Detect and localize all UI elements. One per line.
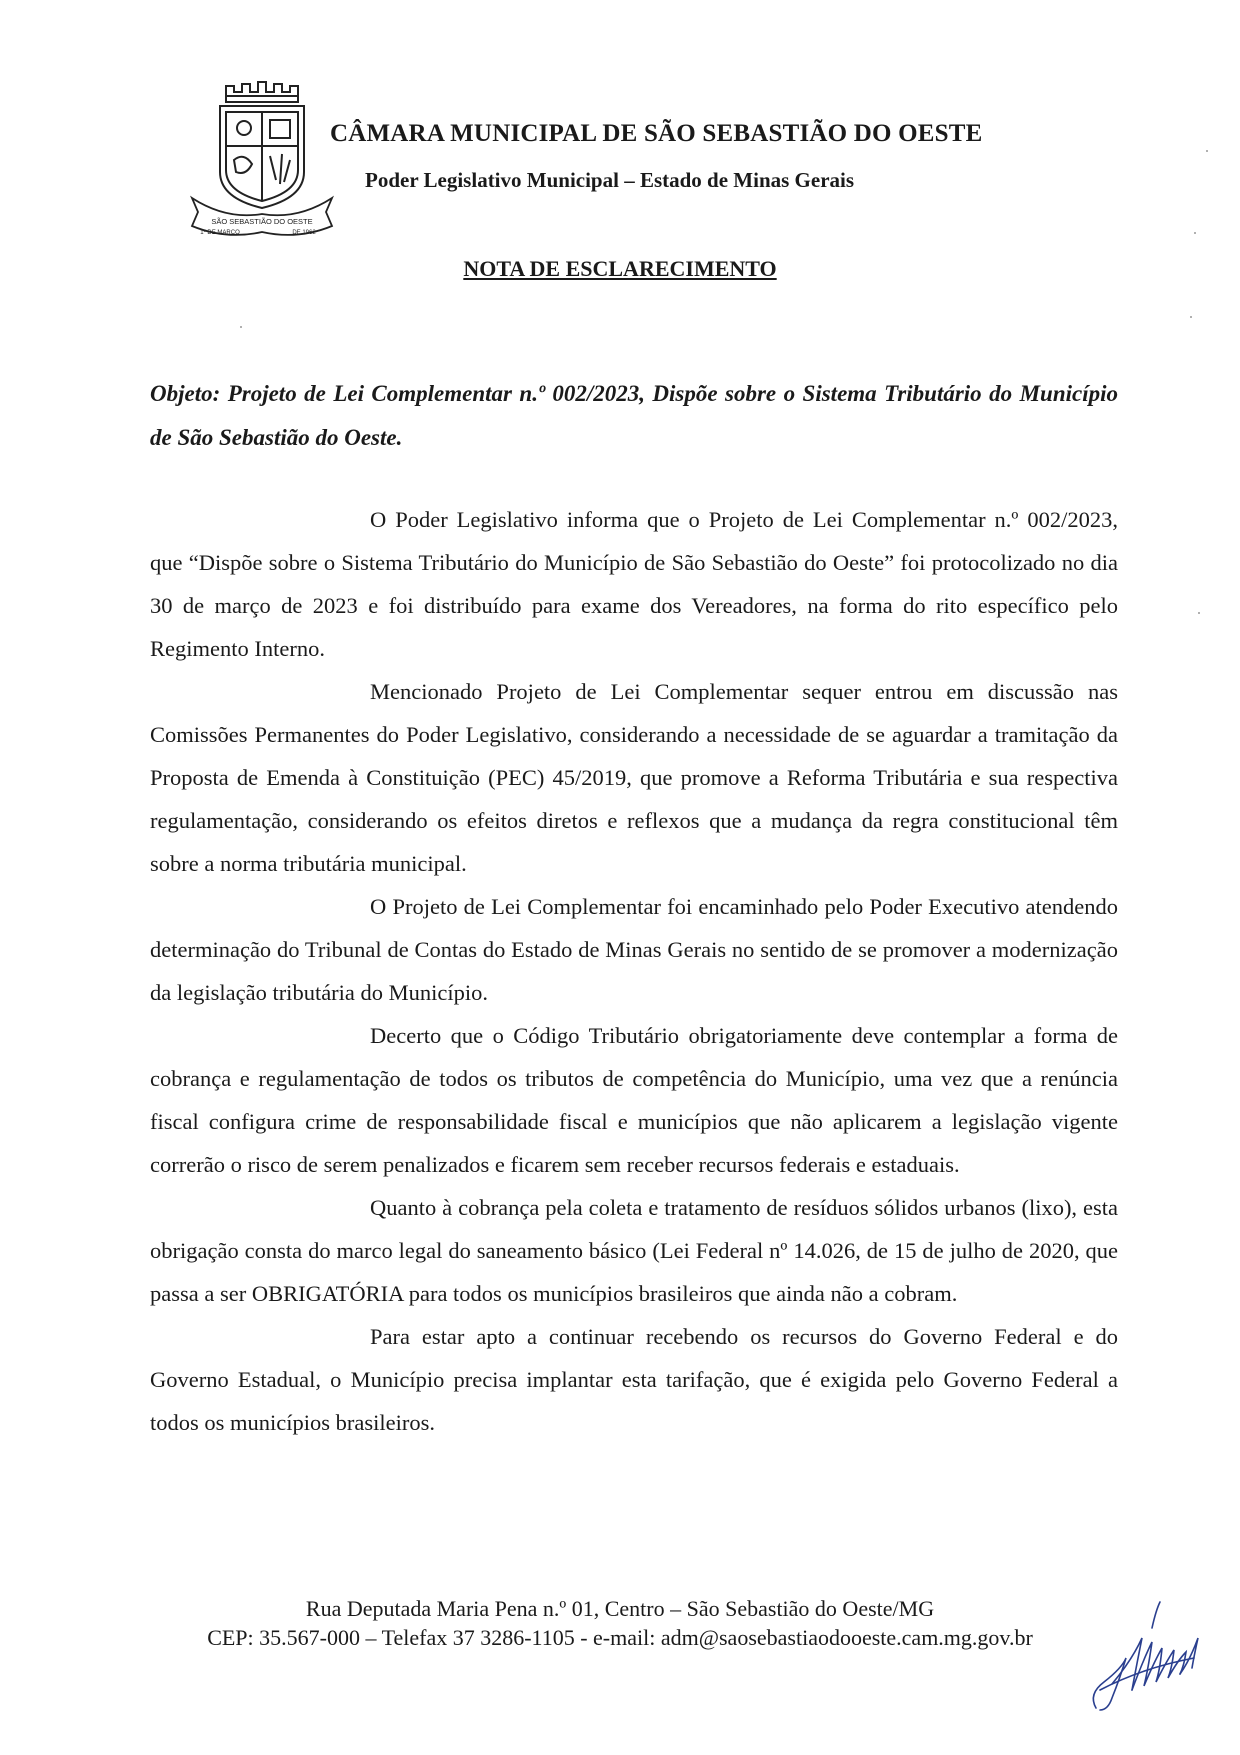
paragraph: Decerto que o Código Tributário obrigatoriamente deve contemplar a forma de cobrança e regulamentação de todos os tributos de competência do Município, uma vez que a renúncia fiscal configura crime de responsabilidade fiscal e municípios que não aplicarem a legislação vigente correrão o risco de serem penalizados e ficarem sem receber recursos federais e estaduais. <box>150 1023 1118 1177</box>
paragraph: O Poder Legislativo informa que o Projeto de Lei Complementar n.º 002/2023, que “Dispõe sobre o Sistema Tributário do Município de São Sebastião do Oeste” foi protocolizado no dia 30 de março de 2023 e foi distribuído para exame dos Vereadores, na forma do rito específico pelo Regimento Interno. <box>150 507 1118 661</box>
document-object: Objeto: Projeto de Lei Complementar n.º 002/2023, Dispõe sobre o Sistema Tributário do Município de São Sebastião do Oeste. <box>150 381 1118 450</box>
paragraph: O Projeto de Lei Complementar foi encaminhado pelo Poder Executivo atendendo determinação do Tribunal de Contas do Estado de Minas Gerais no sentido de se promover a modernização da legislação tributária do Município. <box>150 894 1118 1005</box>
footer-address: Rua Deputada Maria Pena n.º 01, Centro – São Sebastião do Oeste/MG <box>305 1596 935 1621</box>
institution-name: CÂMARA MUNICIPAL DE SÃO SEBASTIÃO DO OESTE <box>330 120 983 147</box>
paragraph: Para estar apto a continuar recebendo os recursos do Governo Federal e do Governo Estadual, o Município precisa implantar esta tarifação, que é exigida pelo Governo Federal a todos os municípios brasileiros. <box>150 1324 1118 1435</box>
svg-text:SÃO SEBASTIÃO DO OESTE: SÃO SEBASTIÃO DO OESTE <box>211 217 313 226</box>
document-body <box>150 498 1118 1444</box>
paragraph: Mencionado Projeto de Lei Complementar sequer entrou em discussão nas Comissões Permanentes do Poder Legislativo, considerando a necessidade de se aguardar a tramitação da Proposta de Emenda à Constituição (PEC) 45/2019, que promove a Reforma Tributária e sua respectiva regulamentação, considerando os efeitos diretos e reflexos que a mudança da regra constitucional têm sobre a norma tributária municipal. <box>150 679 1118 876</box>
institution-subtitle: Poder Legislativo Municipal – Estado de Minas Gerais <box>365 168 855 192</box>
handwritten-signature-icon <box>1082 1598 1212 1718</box>
footer-contact: CEP: 35.567-000 – Telefax 37 3286-1105 - e-mail: adm@saosebastiaodooeste.cam.mg.gov.br <box>207 1625 1033 1650</box>
svg-text:DE 1962: DE 1962 <box>292 230 316 236</box>
svg-text:1º DE MARÇO: 1º DE MARÇO <box>200 230 240 236</box>
paragraph: Quanto à cobrança pela coleta e tratamento de resíduos sólidos urbanos (lixo), esta obrigação consta do marco legal do saneamento básico (Lei Federal nº 14.026, de 15 de julho de 2020, que passa a ser OBRIGATÓRIA para todos os municípios brasileiros que ainda não a cobram. <box>150 1195 1118 1306</box>
municipal-coat-of-arms-icon <box>186 80 336 240</box>
footer <box>0 1594 1240 1652</box>
document-title: NOTA DE ESCLARECIMENTO <box>463 256 777 281</box>
